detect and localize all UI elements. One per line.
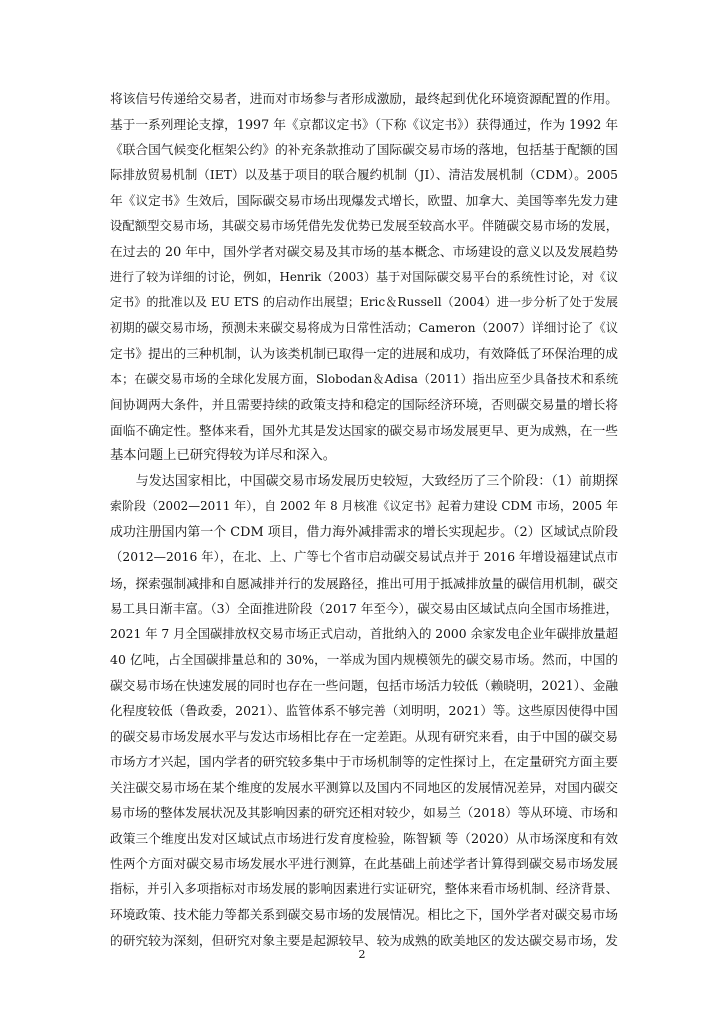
text-line: 基于一系列理论支撑，1997 年《京都议定书》（下称《议定书》）获得通过，作为 1992 年 [110, 116, 618, 132]
text-line: 环境政策、技术能力等都关系到碳交易市场的发展情况。相比之下，国外学者对碳交易市场 [110, 907, 618, 922]
text-line: 的研究较为深刻，但研究对象主要是起源较早、较为成熟的欧美地区的发达碳交易市场，发 [110, 932, 618, 948]
text-line: 将该信号传递给交易者，进而对市场参与者形成激励，最终起到优化环境资源配置的作用。 [110, 91, 618, 106]
text-line: 设配额型交易市场，其碳交易市场凭借先发优势已发展至较高水平。伴随碳交易市场的发展， [110, 218, 618, 233]
text-line: 年《议定书》生效后，国际碳交易市场出现爆发式增长，欧盟、加拿大、美国等率先发力建 [110, 193, 618, 208]
text-line: 政策三个维度出发对区域试点市场进行发育度检验，陈智颖 等（2020）从市场深度和有效 [110, 830, 618, 846]
text-line: 在过去的 20 年中，国外学者对碳交易及其市场的基本概念、市场建设的意义以及发展趋势 [110, 244, 618, 259]
text-line: 碳交易市场在快速发展的同时也存在一些问题，包括市场活力较低（赖晓明，2021）、金融 [110, 677, 618, 693]
text-line: 与发达国家相比，中国碳交易市场发展历史较短，大致经历了三个阶段：（1）前期探 [135, 473, 618, 489]
text-line: 基本问题上已研究得较为详尽和深入。 [110, 448, 337, 463]
text-line: 关注碳交易市场在某个维度的发展水平测算以及国内不同地区的发展情况差异，对国内碳交 [110, 779, 618, 795]
text-line: 定书》提出的三种机制，认为该类机制已取得一定的进展和成功，有效降低了环保治理的成 [110, 346, 618, 361]
text-line: 间协调两大条件，并且需要持续的政策支持和稳定的国际经济环境，否则碳交易量的增长将 [110, 397, 618, 412]
text-line: 场，探索强制减排和自愿减排并行的发展路径，推出可用于抵减排放量的碳信用机制，碳交 [110, 575, 618, 591]
text-line: 化程度较低（鲁政委，2021）、监管体系不够完善（刘明明，2021）等。这些原因使得中国 [110, 703, 618, 718]
page-number: 2 [358, 948, 366, 961]
text-line: 面临不确定性。整体来看，国外尤其是发达国家的碳交易市场发展更早、更为成熟，在一些 [110, 422, 618, 438]
paragraph [110, 86, 618, 469]
text-line: 进行了较为详细的讨论，例如，Henrik（2003）基于对国际碳交易平台的系统性讨论，对《议 [110, 269, 618, 284]
text-line: 市场方才兴起，国内学者的研究较多集中于市场机制等的定性探讨上，在定量研究方面主要 [110, 754, 618, 769]
text-line: 《联合国气候变化框架公约》的补充条款推动了国际碳交易市场的落地，包括基于配额的国 [110, 142, 618, 157]
document-body [110, 86, 618, 953]
text-line: （2012—2016 年），在北、上、广等七个省市启动碳交易试点并于 2016 年增设福建试点市 [110, 550, 618, 564]
text-line: 的碳交易市场发展水平与发达市场相比存在一定差距。从现有研究来看，由于中国的碳交易 [110, 728, 618, 744]
text-line: 际排放贸易机制（IET）以及基于项目的联合履约机制（JI）、清洁发展机制（CDM）。2005 [110, 167, 618, 182]
text-line: 定书》的批准以及 EU ETS 的启动作出展望；Eric＆Russell（2004）进一步分析了处于发展 [110, 295, 618, 309]
paragraph [110, 469, 618, 954]
text-line: 初期的碳交易市场，预测未来碳交易将成为日常性活动；Cameron（2007）详细讨论了《议 [110, 320, 618, 335]
text-line: 40 亿吨，占全国碳排量总和的 30%，一举成为国内规模领先的碳交易市场。然而，中国的 [110, 652, 618, 667]
text-line: 索阶段（2002—2011 年），自 2002 年 8 月核准《议定书》起着力建设 CDM 市场，2005 年 [110, 499, 618, 513]
text-line: 易市场的整体发展状况及其影响因素的研究还相对较少，如易兰（2018）等从环境、市场和 [110, 805, 618, 820]
text-line: 指标，并引入多项指标对市场发展的影响因素进行实证研究，整体来看市场机制、经济背景、 [110, 881, 618, 896]
text-line: 性两个方面对碳交易市场发展水平进行测算，在此基础上前述学者计算得到碳交易市场发展 [110, 856, 618, 871]
text-line: 易工具日渐丰富。（3）全面推进阶段（2017 年至今），碳交易由区域试点向全国市场推进， [110, 601, 618, 616]
text-line: 本；在碳交易市场的全球化发展方面，Slobodan＆Adisa（2011）指出应至少具备技术和系统 [110, 371, 618, 386]
text-line: 成功注册国内第一个 CDM 项目，借力海外减排需求的增长实现起步。（2）区域试点阶段 [110, 524, 618, 540]
text-line: 2021 年 7 月全国碳排放权交易市场正式启动，首批纳入的 2000 余家发电企业年碳排放量超 [110, 626, 618, 641]
